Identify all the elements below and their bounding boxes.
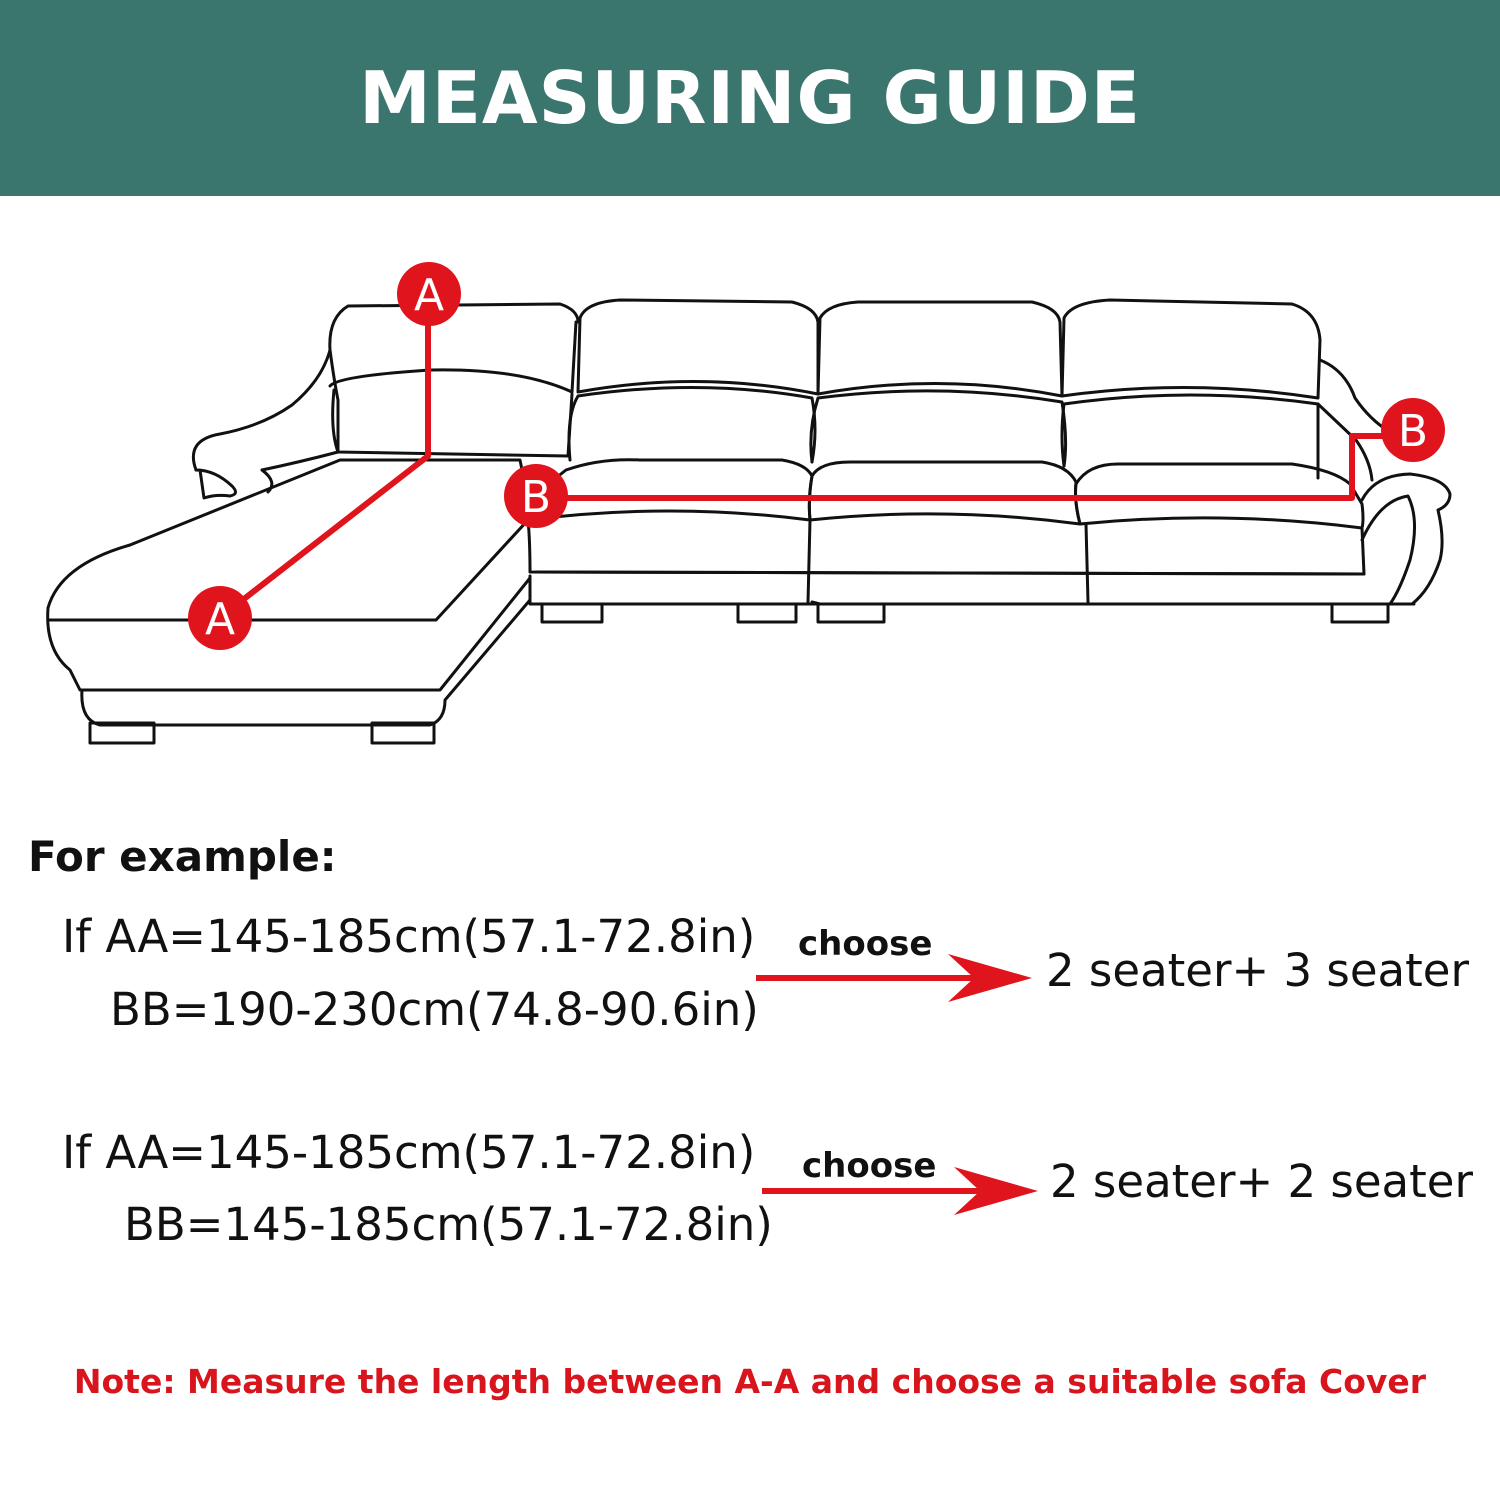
row1-arrow-icon (752, 950, 1042, 1006)
row1-choose-label: choose (798, 924, 933, 964)
left-arm-scroll (262, 350, 338, 492)
right-armrest-front (1362, 474, 1450, 604)
leg-1 (542, 604, 602, 622)
row2-arrow-icon (758, 1163, 1048, 1219)
back-upper-2 (578, 300, 818, 394)
marker-a-bottom (188, 586, 252, 650)
marker-b-left (504, 464, 568, 528)
chaise-seat-top (48, 460, 528, 608)
row2-aa-text: If AA=145-185cm(57.1-72.8in) (62, 1126, 756, 1179)
seat-cushion-1 (528, 460, 812, 520)
svg-text:A: A (413, 270, 445, 321)
back-upper-3 (818, 302, 1062, 396)
base-line (536, 572, 1364, 574)
left-back-cushion-top (330, 322, 576, 392)
svg-text:B: B (1397, 406, 1429, 457)
chaise-seat-front-edge (48, 520, 528, 620)
page-title: MEASURING GUIDE (359, 56, 1141, 140)
back-upper-4 (1062, 300, 1320, 398)
svg-text:A: A (204, 594, 236, 645)
marker-a-top (397, 262, 461, 326)
row1-result: 2 seater+ 3 seater (1046, 944, 1469, 997)
seat-front (528, 520, 1364, 574)
svg-text:B: B (520, 472, 552, 523)
left-back-cushion (333, 390, 572, 456)
seat-cushion-2 (809, 462, 1080, 524)
back-lower-2 (569, 387, 815, 462)
right-armrest-inner (1318, 404, 1372, 480)
bb-measure-line (536, 436, 1408, 498)
leg-2 (738, 604, 796, 622)
leg-3 (818, 604, 884, 622)
note-text: Note: Measure the length between A-A and choose a suitable sofa Cover (73, 1362, 1427, 1401)
row2-result: 2 seater+ 2 seater (1050, 1155, 1473, 1208)
right-arm-scroll (1362, 496, 1415, 604)
sofa-diagram (0, 196, 1500, 756)
leg-4 (1332, 604, 1388, 622)
seat-front-dividers (808, 520, 1088, 602)
header-banner (0, 0, 1500, 196)
left-armrest-inner (196, 470, 236, 498)
row2-bb-text: BB=145-185cm(57.1-72.8in) (124, 1198, 773, 1251)
base-front (530, 576, 1414, 604)
back-lower-3 (811, 391, 1066, 466)
marker-b-right (1381, 398, 1445, 462)
row2-choose-label: choose (802, 1146, 937, 1186)
left-armrest (193, 304, 578, 470)
row1-aa-text: If AA=145-185cm(57.1-72.8in) (62, 910, 756, 963)
example-heading: For example: (28, 832, 337, 881)
row1-bb-text: BB=190-230cm(74.8-90.6in) (110, 983, 759, 1036)
